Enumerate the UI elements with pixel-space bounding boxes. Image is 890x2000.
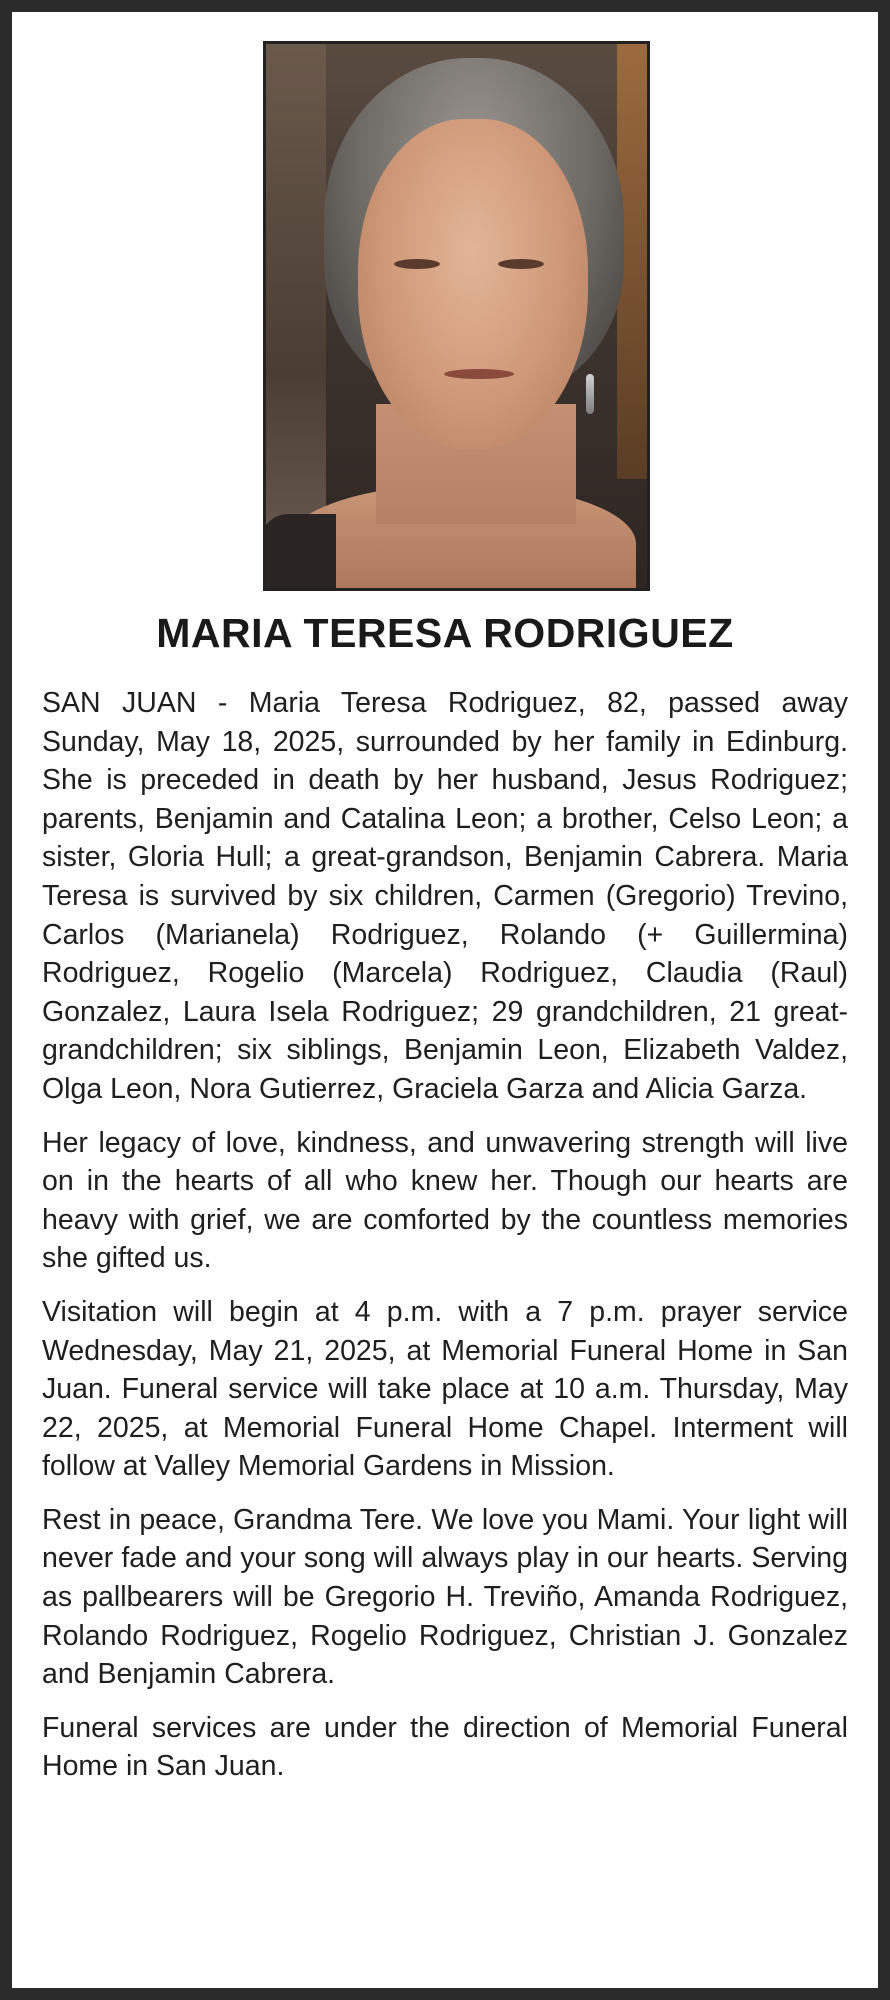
portrait-earring: [586, 374, 594, 414]
portrait-photo: [263, 41, 650, 591]
paragraph-legacy: Her legacy of love, kindness, and unwavering strength will live on in the hearts of all who knew her. Though our hearts are heavy with grief, we are comforted by the countless memories she gifted us.: [42, 1126, 848, 1275]
portrait-mouth: [444, 369, 514, 379]
obituary-body: [42, 684, 848, 1801]
portrait-right-eye: [498, 259, 544, 269]
paragraph-services: Visitation will begin at 4 p.m. with a 7 p.m. prayer service Wednesday, May 21, 2025, at Memorial Funeral Home in San Juan. Funeral service will take place at 10 a.m. Thursday, May 22, 2025, at Memorial Funeral Home Chapel. Interment will follow at Valley Memorial Gardens in Mission.: [42, 1295, 848, 1483]
photo-background-left: [266, 44, 326, 588]
paragraph-farewell: Rest in peace, Grandma Tere. We love you Mami. Your light will never fade and your song will always play in our hearts. Serving as pallbearers will be Gregorio H. Treviño, Amanda Rodriguez, Rolando Rodriguez, Rogelio Rodriguez, Christian J. Gonzalez and Benjamin Cabrera.: [42, 1503, 848, 1691]
deceased-name: MARIA TERESA RODRIGUEZ: [156, 610, 734, 656]
paragraph-biography: SAN JUAN - Maria Teresa Rodriguez, 82, passed away Sunday, May 18, 2025, surrounded by her family in Edinburg. She is preceded in death by her husband, Jesus Rodriguez; parents, Benjamin and Catalina Leon; a brother, Celso Leon; a sister, Gloria Hull; a great-grandson, Benjamin Cabrera. Maria Teresa is survived by six children, Carmen (Gregorio) Trevino, Carlos (Marianela) Rodriguez, Rolando (+ Guillermina) Rodriguez, Rogelio (Marcela) Rodriguez, Claudia (Raul) Gonzalez, Laura Isela Rodriguez; 29 grandchildren, 21 great-grandchildren; six siblings, Benjamin Leon, Elizabeth Valdez, Olga Leon, Nora Gutierrez, Graciela Garza and Alicia Garza.: [42, 687, 848, 1105]
portrait-shirt: [263, 514, 336, 591]
portrait-face: [358, 119, 588, 449]
paragraph-funeral-home: Funeral services are under the direction of Memorial Funeral Home in San Juan.: [42, 1711, 848, 1783]
portrait-left-eye: [394, 259, 440, 269]
